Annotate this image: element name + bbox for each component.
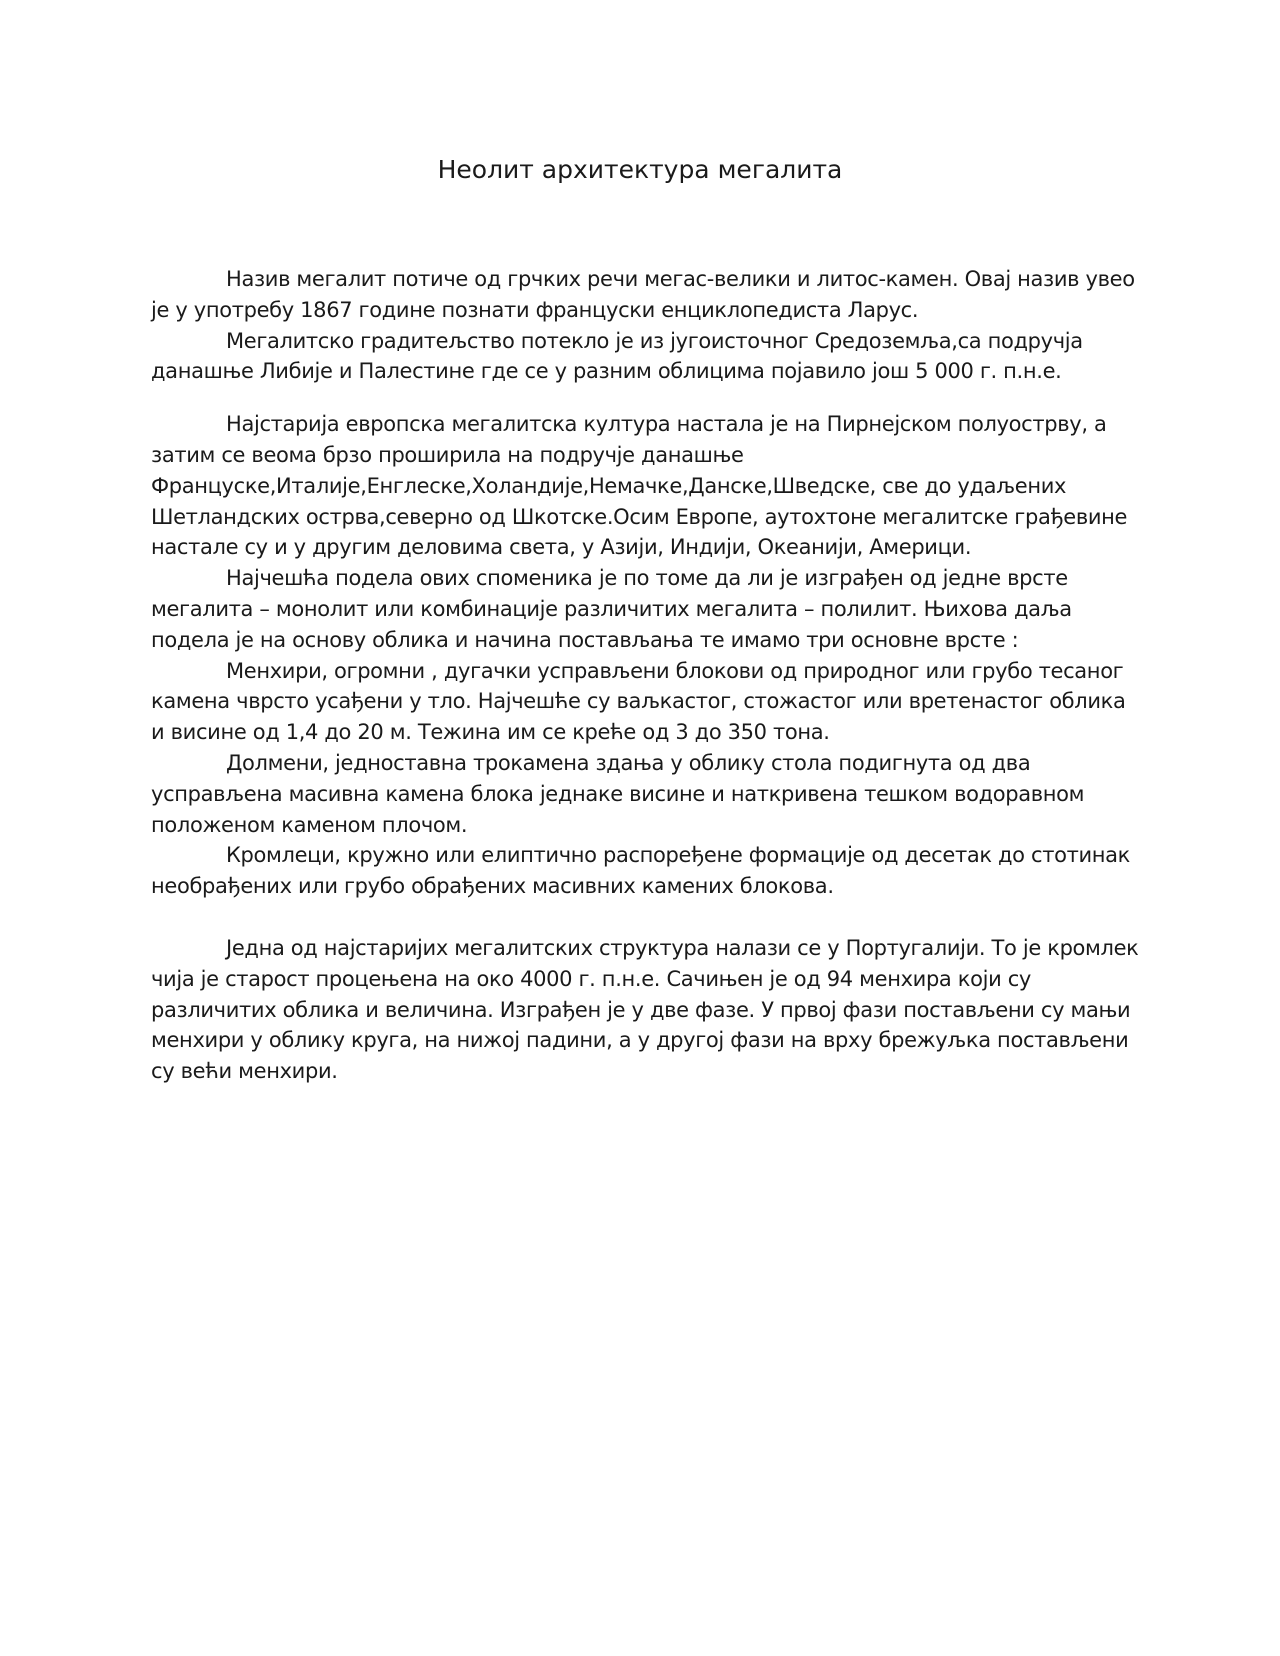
paragraph-classification: Најчешћа подела ових споменика је по томе да ли је изграђен од једне врсте мегалита – монолит или комбинације различитих мегалита – полилит. Њихова даља подела је на основу облика и начина постављања те имамо три основне врсте : [151, 566, 1072, 652]
paragraph-dolmens: Долмени, једноставна трокамена здања у облику стола подигнута од два усправљена масивна камена блока једнаке висине и наткривена тешком водоравном положеном каменом плочом. [151, 750, 1085, 837]
document-title: Неолит архитектура мегалита [437, 155, 843, 184]
paragraph-megalith-name: Назив мегалит потиче од грчких речи мегас-велики и литос-камен. Овај назив увео је у употребу 1867 године познати француски енциклопедиста Ларус. [151, 267, 1135, 322]
paragraph-european-culture: Најстарија европска мегалитска култура настала је на Пирнејском полуострву, а затим се веома брзо проширила на подручје данашње Француске,Италије,Енглеске,Холандије,Немачке,Данске,Шведске, све до удаљених Шетландских острва,северно од Шкотске.Осим Европе, аутохтоне мегалитске грађевине настале су и у другим деловима света, у Азији, Индији, Океанији, Америци. [151, 412, 1128, 560]
paragraph-megalith-origin: Мегалитско градитељство потекло је из југоисточног Средоземља,са подручја данашње Либије и Палестине где се у разним облицима појавило још 5 000 г. п.н.е. [151, 328, 1083, 384]
paragraph-cromlechs: Кромлеци, кружно или елиптично распоређене формације од десетак до стотинак необрађених или грубо обрађених масивних камених блокова. [151, 843, 1130, 899]
paragraph-portugal-cromlech: Једна од најстаријих мегалитских структура налази се у Португалији. То је кромлек чија је старост процењена на око 4000 г. п.н.е. Сачињен је од 94 менхира који су различитих облика и величина. Изграђен је у две фазе. У првој фази постављени су мањи менхири у облику круга, на нижој падини, а у другој фази на врху брежуљка постављени су већи менхири. [151, 935, 1139, 1084]
document-body [151, 264, 1141, 1087]
paragraph-menhirs: Менхири, огромни , дугачки усправљени блокови од природног или грубо тесаног камена чврсто усађени у тло. Најчешће су ваљкастог, стожастог или вретенастог облика и висине од 1,4 до 20 м. Тежина им се креће од 3 до 350 тона. [151, 658, 1126, 745]
